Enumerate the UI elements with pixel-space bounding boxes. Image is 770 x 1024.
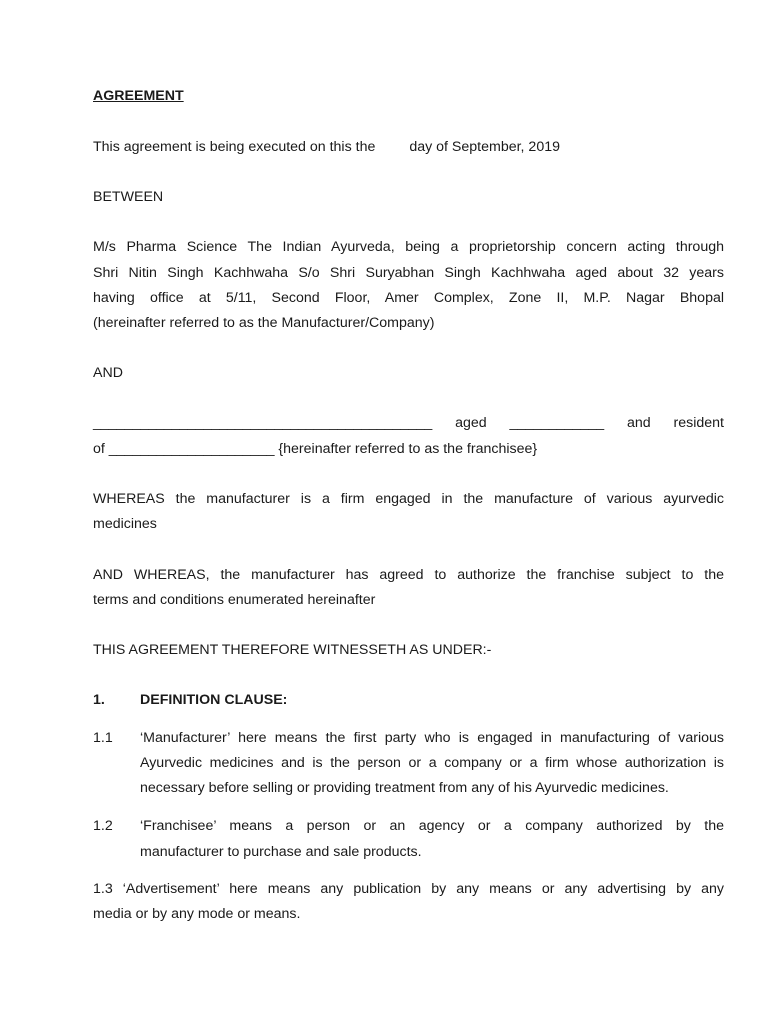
party1-line-3: having office at 5/11, Second Floor, Amer Complex, Zone II, M.P. Nagar Bhopal bbox=[93, 290, 724, 306]
whereas1-line-2: medicines bbox=[93, 516, 157, 532]
party2-line-2: of _____________________ {hereinafter referred to as the franchisee} bbox=[93, 441, 538, 457]
section-1-heading: DEFINITION CLAUSE: bbox=[140, 692, 288, 708]
whereas1-line-1: WHEREAS the manufacturer is a firm engaged in the manufacture of various ayurvedic bbox=[93, 491, 724, 507]
clause-1-2-line-1: ‘Franchisee’ means a person or an agency or a company authorized by the bbox=[140, 818, 724, 834]
clause-1-1-line-2: Ayurvedic medicines and is the person or a company or a firm whose authorization is bbox=[140, 755, 724, 771]
party1-line-4: (hereinafter referred to as the Manufacturer/Company) bbox=[93, 315, 435, 331]
execution-date-text: day of September, 2019 bbox=[409, 139, 560, 155]
clause-1-2-number: 1.2 bbox=[93, 818, 113, 834]
party1-line-2: Shri Nitin Singh Kachhwaha S/o Shri Suryabhan Singh Kachhwaha aged about 32 years bbox=[93, 265, 724, 281]
clause-1-1-number: 1.1 bbox=[93, 730, 113, 746]
witnesseth-heading: THIS AGREEMENT THEREFORE WITNESSETH AS UNDER:- bbox=[93, 642, 492, 658]
clause-1-1-line-3: necessary before selling or providing treatment from any of his Ayurvedic medicines. bbox=[140, 780, 669, 796]
clause-1-3-line-2: media or by any mode or means. bbox=[93, 906, 301, 922]
clause-1-1-line-1: ‘Manufacturer’ here means the first party who is engaged in manufacturing of various bbox=[140, 730, 724, 746]
and-heading: AND bbox=[93, 365, 123, 381]
agreement-title: AGREEMENT bbox=[93, 88, 184, 104]
execution-line bbox=[93, 138, 724, 156]
whereas2-line-2: terms and conditions enumerated hereinafter bbox=[93, 592, 376, 608]
clause-1-3-line-1: 1.3 ‘Advertisement’ here means any publication by any means or any advertising by any bbox=[93, 881, 724, 897]
whereas2-line-1: AND WHEREAS, the manufacturer has agreed to authorize the franchise subject to the bbox=[93, 567, 724, 583]
party2-line-1: ___________________________________________ aged ____________ and resident bbox=[93, 415, 724, 431]
party1-line-1: M/s Pharma Science The Indian Ayurveda, being a proprietorship concern acting through bbox=[93, 239, 724, 255]
section-1-number: 1. bbox=[93, 692, 105, 708]
clause-1-2-line-2: manufacturer to purchase and sale products. bbox=[140, 844, 422, 860]
between-heading: BETWEEN bbox=[93, 189, 164, 205]
execution-text: This agreement is being executed on this the bbox=[93, 139, 376, 155]
